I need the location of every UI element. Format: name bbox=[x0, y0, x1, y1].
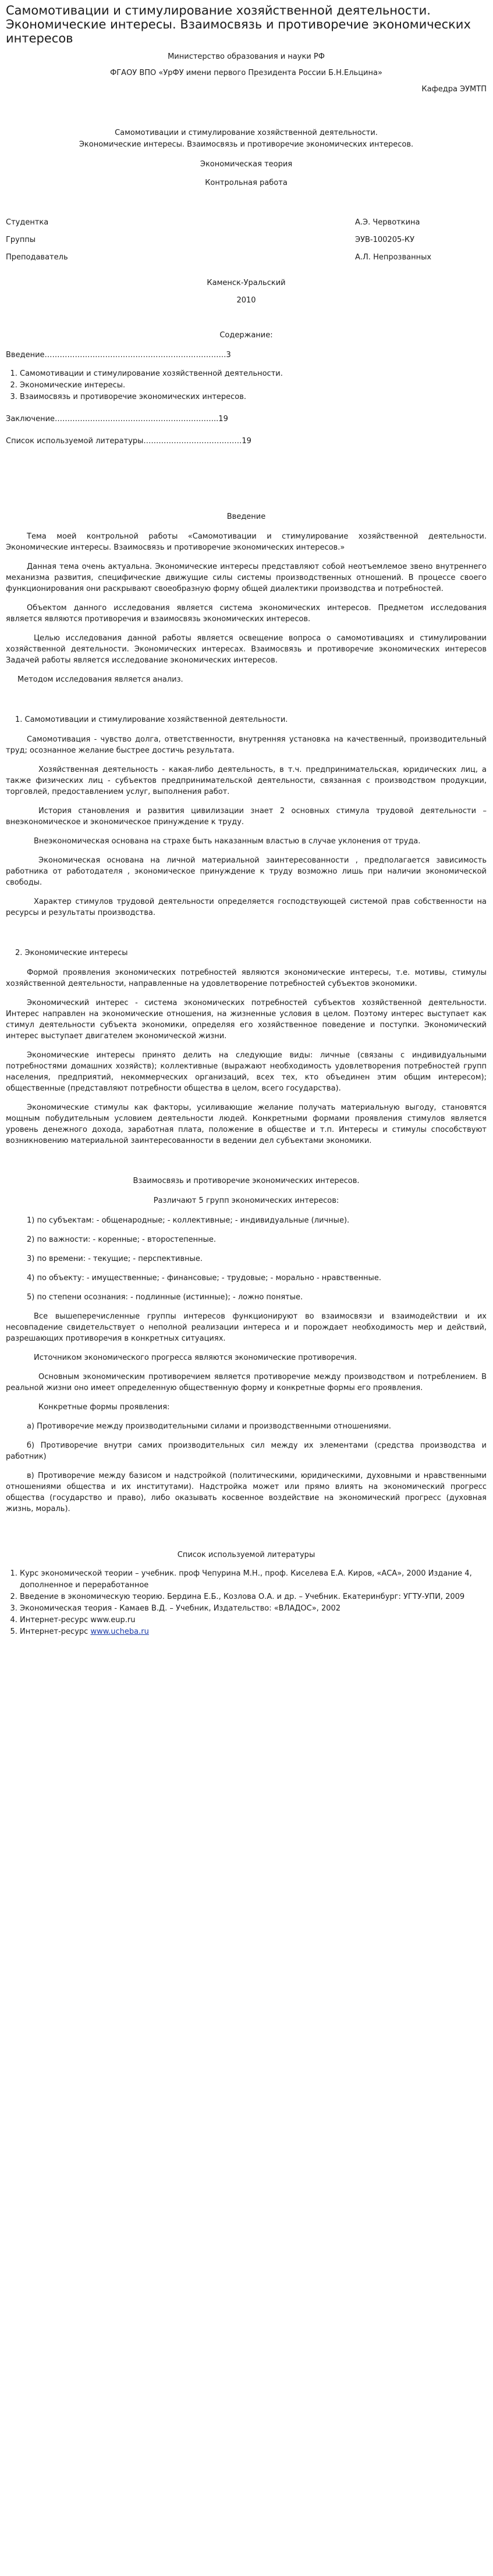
interest-group: 5) по степени осознания: - подлинные (истинные); - ложно понятые. bbox=[27, 1293, 303, 1302]
section2-paragraph: Формой проявления экономических потребностей являются экономические интересы, т.е. мотивы, стимулы хозяйственной деятельности, направленные на удовлетворение потребностей субъектов экономики. bbox=[6, 968, 487, 988]
ministry-line: Министерство образования и науки РФ bbox=[168, 52, 325, 61]
section2-paragraph: Экономические стимулы как факторы, усиливающие желание получать материальную выгоду, становятся мощным побудительным условием деятельности людей. Конкретными формами проявления стимулов является уровень денежного дохода, заработная плата, положение в обществе и т.п. Интересы и стимулы способствуют возникновению материальной заинтересованности в ведении дел субъектами экономики. bbox=[6, 1103, 487, 1145]
section3-paragraph: Все вышеперечисленные группы интересов функционируют во взаимосвязи и взаимодействии и их несовпадение свидетельствует о неполной реализации интереса и и порождает необходимость мер и действий, разрешающих противоречия в конкретных ситуациях. bbox=[6, 1312, 487, 1343]
section3-paragraph: Основным экономическим противоречием является противоречие между производством и потреблением. В реальной жизни оно имеет определенную общественную форму и конкретные формы его проявления. bbox=[6, 1373, 487, 1392]
toc-item: 2. Экономические интересы. bbox=[20, 380, 487, 391]
intro-paragraph: Методом исследования является анализ. bbox=[17, 675, 183, 684]
intro-paragraph: Объектом данного исследования является система экономических интересов. Предметом исследования является являются противоречия и взаимосвязь экономических интересов. bbox=[6, 604, 487, 623]
section1-paragraph: История становления и развития цивилизации знает 2 основных стимула трудовой деятельности – внеэкономическое и экономическое принуждение к труду. bbox=[6, 807, 487, 826]
teacher-row bbox=[6, 252, 487, 263]
teacher-name: А.Л. Непрозванных bbox=[355, 253, 432, 262]
intro-paragraph: Данная тема очень актуальна. Экономические интересы представляют собой неотъемлемое звено внутреннего механизма развития, специфические движущие силы системы производственных отношений. В процессе своего функционирования они раскрывают своеобразную форму общей диалектики производства и потребностей. bbox=[6, 562, 487, 593]
section3-paragraph: Конкретные формы проявления: bbox=[38, 1403, 170, 1412]
section3-lead: Различают 5 групп экономических интересов: bbox=[153, 1196, 339, 1205]
references-heading: Список используемой литературы bbox=[177, 1551, 315, 1559]
section3-paragraph: в) Противоречие между базисом и надстройкой (политическими, юридическими, духовными и нравственными отношениями общества и их институтами). Надстройка может или прямо влиять на экономический прогресс общества (государство и право), либо оказывать косвенное воздействие на экономический прогресс (духовная жизнь, мораль). bbox=[6, 1472, 487, 1513]
toc-intro: Введение………………………………………………………………3 bbox=[6, 351, 231, 359]
cover-title-1: Самомотивации и стимулирование хозяйственной деятельности. bbox=[115, 129, 378, 137]
interest-group: 3) по времени: - текущие; - перспективные. bbox=[27, 1255, 203, 1263]
university-line: ФГАОУ ВПО «УрФУ имени первого Президента России Б.Н.Ельцина» bbox=[110, 69, 382, 77]
toc-conclusion: Заключение………………………………………………………..19 bbox=[6, 415, 228, 423]
section2-heading: 2. Экономические интересы bbox=[15, 949, 128, 957]
toc-list bbox=[6, 368, 487, 403]
group-label: Группы bbox=[6, 236, 36, 244]
group-value: ЭУВ-100205-КУ bbox=[355, 236, 415, 244]
section3-paragraph: б) Противоречие внутри самих производительных сил между их элементами (средства производства и работник) bbox=[6, 1441, 487, 1461]
reference-item: 4. Интернет-ресурс www.eup.ru bbox=[20, 1615, 487, 1626]
document-title: Самомотивации и стимулирование хозяйственной деятельности. Экономические интересы. Взаимосвязь и противоречие экономических интересов bbox=[6, 3, 471, 45]
intro-heading: Введение bbox=[226, 512, 266, 521]
cover-year: 2010 bbox=[236, 296, 256, 305]
section3-paragraph: Источником экономического прогресса являются экономические противоречия. bbox=[34, 1353, 357, 1362]
section3-heading: Взаимосвязь и противоречие экономических интересов. bbox=[133, 1177, 360, 1185]
reference-item bbox=[20, 1626, 487, 1638]
section1-paragraph: Внеэкономическая основана на страхе быть наказанным властью в случае уклонения от труда. bbox=[34, 837, 421, 846]
department-line: Кафедра ЭУМТП bbox=[421, 85, 487, 94]
section2-paragraph: Экономический интерес - система экономических потребностей субъектов хозяйственной деятельности. Интерес направлен на экономические отношения, на жизненные условия в целом. Поэтому интерес выступает как стимул деятельности субъекта экономики, определяя его хозяйственное поведение и поступки. Экономический интерес выступает двигателем экономической жизни. bbox=[6, 999, 487, 1041]
cover-title-2: Экономические интересы. Взаимосвязь и противоречие экономических интересов. bbox=[79, 140, 414, 149]
section2-paragraph: Экономические интересы принято делить на следующие виды: личные (связаны с индивидуальными потребностями домашних хозяйств); коллективные (выражают необходимость удовлетворения потребностей групп населения, предприятий, некоммерческих организаций, всех тех, кто объединен этим общим интересом); общественные (представляют потребности общества в целом, всего государства). bbox=[6, 1051, 487, 1093]
cover-work-type: Контрольная работа bbox=[205, 179, 288, 187]
reference-item: 2. Введение в экономическую теорию. Бердина Е.Б., Козлова О.А. и др. – Учебник. Екатеринбург: УГТУ-УПИ, 2009 bbox=[20, 1591, 487, 1603]
cover-subject: Экономическая теория bbox=[200, 160, 293, 169]
section1-paragraph: Самомотивация - чувство долга, ответственности, внутренняя установка на качественный, производительный труд; осознанное желание быстрее достичь результата. bbox=[6, 735, 487, 755]
reference-link[interactable]: www.ucheba.ru bbox=[90, 1627, 149, 1636]
student-name: А.Э. Червоткина bbox=[355, 218, 420, 227]
section1-paragraph: Экономическая основана на личной материальной заинтересованности , предполагается зависимость работника от работодателя , экономическое принуждение к труду возможно лишь при наличии экономической свободы. bbox=[6, 856, 487, 887]
reference-item: 1. Курс экономической теории – учебник. проф Чепурина М.Н., проф. Киселева Е.А. Киров, «АСА», 2000 Издание 4, дополненное и переработанное bbox=[20, 1568, 487, 1591]
teacher-label: Преподаватель bbox=[6, 253, 68, 262]
toc-item: 3. Взаимосвязь и противоречие экономических интересов. bbox=[20, 391, 487, 403]
intro-paragraph: Целью исследования данной работы является освещение вопроса о самомотивациях и стимулировании хозяйственной деятельности. Экономических интересах. Взаимосвязь и противоречие экономических интересов Задачей работы является исследование экономических интересов. bbox=[6, 634, 487, 665]
toc-heading: Содержание: bbox=[219, 331, 273, 340]
references-list bbox=[6, 1568, 487, 1638]
section1-paragraph: Хозяйственная деятельность - какая-либо деятельность, в т.ч. предпринимательская, юридических лиц, а также физических лиц - субъектов предпринимательской деятельности, связанная с производством продукции, торговлей, предоставлением услуг, выполнения работ. bbox=[6, 765, 487, 796]
student-row bbox=[6, 217, 487, 229]
document-page bbox=[6, 3, 487, 1638]
reference-item: 3. Экономическая теория - Камаев В.Д. – Учебник, Издательство: «ВЛАДОС», 2002 bbox=[20, 1603, 487, 1615]
interest-group: 2) по важности: - коренные; - второстепенные. bbox=[27, 1235, 217, 1244]
section3-paragraph: а) Противоречие между производительными силами и производственными отношениями. bbox=[27, 1422, 392, 1431]
interest-group: 1) по субъектам: - общенародные; - коллективные; - индивидуальные (личные). bbox=[27, 1216, 350, 1225]
group-row bbox=[6, 234, 487, 246]
section1-heading: 1. Самомотивации и стимулирование хозяйственной деятельности. bbox=[15, 715, 288, 724]
cover-city: Каменск-Уральский bbox=[207, 279, 286, 287]
intro-paragraph: Тема моей контрольной работы «Самомотивации и стимулирование хозяйственной деятельности. Экономические интересы. Взаимосвязь и противоречие экономических интересов.» bbox=[6, 532, 487, 552]
toc-item: 1. Самомотивации и стимулирование хозяйственной деятельности. bbox=[20, 368, 487, 380]
section1-paragraph: Характер стимулов трудовой деятельности определяется господствующей системой прав собственности на ресурсы и результаты производства. bbox=[6, 897, 487, 917]
toc-references: Список используемой литературы…………………………………19 bbox=[6, 437, 251, 446]
reference-item-prefix: Интернет-ресурс bbox=[20, 1627, 91, 1636]
interest-group: 4) по объекту: - имущественные; - финансовые; - трудовые; - морально - нравственные. bbox=[27, 1274, 381, 1282]
student-label: Студентка bbox=[6, 218, 49, 227]
